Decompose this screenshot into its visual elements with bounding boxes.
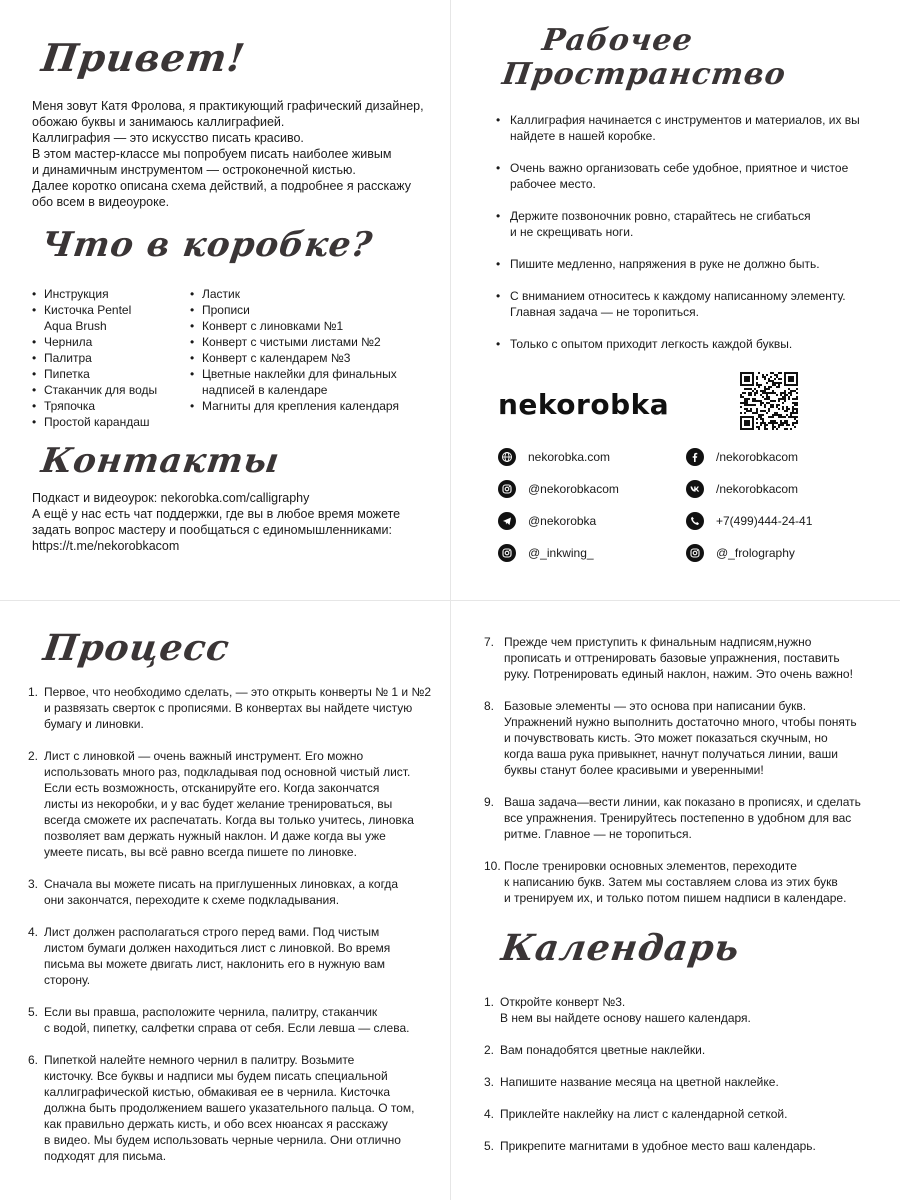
- hello-line: и динамичным инструментом — остроконечной кистью.: [32, 163, 356, 177]
- box-item: • Кисточка Pentel Aqua Brush: [32, 302, 190, 334]
- process-title: Процесс: [40, 627, 233, 669]
- box-item: • Прописи: [190, 302, 420, 318]
- process-steps-left: [28, 684, 438, 1164]
- qr-code: [740, 372, 798, 430]
- box-item: • Конверт с календарем №3: [190, 350, 420, 366]
- process-step: [484, 794, 884, 842]
- social-link-text: nekorobka.com: [528, 450, 611, 464]
- step-number: 3.: [28, 877, 39, 891]
- workspace-list: [494, 112, 884, 368]
- hello-line: В этом мастер-классе мы попробуем писать наиболее живым: [32, 147, 392, 161]
- process-step: [28, 1004, 438, 1036]
- contacts-title: Контакты: [38, 441, 283, 481]
- step-text: Лист с линовкой — очень важный инструмент. Его можно использовать много раз, подкладывая под основной чистый лист. Если есть возможность, отсканируйте его. Когда закончатся листы из некоробки, и у вас будет желание тренироваться, вы всегда сможете их распечатать. Когда вы только учитесь, линовка позволяет вам держать нужный наклон. И даже когда вы уже умеете писать, вы всё равно всегда пишете по линовке.: [44, 749, 414, 859]
- step-text: Лист должен располагаться строго перед вами. Под чистым листом бумаги должен находиться лист с линовкой. Во время письма вы можете двигать лист, наклонить его в нужную вам сторону.: [44, 925, 391, 987]
- social-link[interactable]: [686, 448, 798, 466]
- step-number: 5.: [28, 1005, 39, 1019]
- horizontal-divider: [0, 600, 900, 601]
- step-number: 4.: [484, 1107, 495, 1121]
- box-title: Что в коробке?: [38, 225, 376, 265]
- panel-process: [28, 622, 438, 1180]
- hello-line: Каллиграфия — это искусство писать красиво.: [32, 131, 304, 145]
- box-item: • Стаканчик для воды: [32, 382, 190, 398]
- social-link[interactable]: [498, 512, 596, 530]
- contacts-line: А ещё у нас есть чат поддержки, где вы в любое время можете: [32, 507, 401, 521]
- step-text: Пипеткой налейте немного чернил в палитру. Возьмите кисточку. Все буквы и надписи мы будем писать специальной каллиграфической кистью, обмакивая ее в чернила. Кисточка должна быть продолжением вашего указательного пальца. О том, как правильно держать кисть, и обо всех нюансах я расскажу в видео. Мы будем использовать черные чернила. Они отлично подходят для письма.: [44, 1053, 415, 1163]
- contacts-text: [32, 490, 432, 554]
- box-item: • Конверт с чистыми листами №2: [190, 334, 420, 350]
- hello-text: [32, 98, 432, 210]
- contacts-line: задать вопрос мастеру и пообщаться с единомышленниками:: [32, 523, 392, 537]
- workspace-item: • Пишите медленно, напряжения в руке не должно быть.: [494, 256, 884, 272]
- panel-workspace: [450, 0, 900, 600]
- step-number: 7.: [484, 635, 495, 649]
- step-text: Базовые элементы — это основа при написании букв. Упражнений нужно выполнить достаточно много, чтобы понять и почувствовать кисть. Это может показаться скучным, но когда ваша рука привыкнет, начнут получаться линии, ваши буквы станут более красивыми и уверенными!: [504, 699, 857, 777]
- hello-line: Меня зовут Катя Фролова, я практикующий графический дизайнер,: [32, 99, 424, 113]
- step-number: 4.: [28, 925, 39, 939]
- step-number: 5.: [484, 1139, 495, 1153]
- step-text: Если вы правша, расположите чернила, палитру, стаканчик с водой, пипетку, салфетки справа от себя. Если левша — слева.: [44, 1005, 410, 1035]
- facebook-icon: [686, 448, 704, 466]
- process-step: [484, 698, 884, 778]
- step-text: Первое, что необходимо сделать, — это открыть конверты № 1 и №2 и развязать сверток с прописями. В конвертах вы найдете чистую бумагу и линовки.: [44, 685, 432, 731]
- box-lists: [32, 286, 432, 430]
- step-text: Напишите название месяца на цветной наклейке.: [500, 1075, 779, 1089]
- box-list-left: [32, 286, 190, 430]
- calendar-step: [484, 994, 884, 1026]
- panel-process-cont: [484, 634, 884, 1170]
- step-text: Прикрепите магнитами в удобное место ваш календарь.: [500, 1139, 816, 1153]
- step-number: 1.: [28, 685, 39, 699]
- step-number: 8.: [484, 699, 495, 713]
- nekorobka-logo: nekorobka: [498, 388, 670, 421]
- process-step: [28, 1052, 438, 1164]
- social-link-text: @_frolography: [716, 546, 795, 560]
- instagram-icon: [686, 544, 704, 562]
- box-list-right: [190, 286, 420, 430]
- workspace-title-line1: Рабочее: [540, 23, 696, 58]
- social-link-text: @_inkwing_: [528, 546, 594, 560]
- contacts-line: Подкаст и видеоурок: nekorobka.com/calligraphy: [32, 491, 310, 505]
- box-item: • Простой карандаш: [32, 414, 190, 430]
- process-step: [28, 748, 438, 860]
- social-link-text: @nekorobkacom: [528, 482, 619, 496]
- workspace-item: • Только с опытом приходит легкость каждой буквы.: [494, 336, 884, 352]
- calendar-step: [484, 1074, 884, 1090]
- telegram-icon: [498, 512, 516, 530]
- step-number: 3.: [484, 1075, 495, 1089]
- step-number: 2.: [484, 1043, 495, 1057]
- panel-intro: [32, 30, 432, 554]
- box-item: • Конверт с линовками №1: [190, 318, 420, 334]
- calendar-step: [484, 1042, 884, 1058]
- contacts-line: https://t.me/nekorobkacom: [32, 539, 180, 553]
- hello-line: Далее коротко описана схема действий, а подробнее я расскажу: [32, 179, 411, 193]
- social-link[interactable]: [686, 480, 798, 498]
- process-step: [28, 876, 438, 908]
- social-link[interactable]: [498, 448, 610, 466]
- workspace-item: • Каллиграфия начинается с инструментов и материалов, их вы найдете в нашей коробке.: [494, 112, 884, 144]
- social-link-text: /nekorobkacom: [716, 450, 799, 464]
- instagram-icon: [498, 480, 516, 498]
- social-link[interactable]: [498, 480, 619, 498]
- calendar-steps: [484, 994, 884, 1154]
- step-number: 9.: [484, 795, 495, 809]
- step-text: Откройте конверт №3. В нем вы найдете основу нашего календаря.: [500, 995, 751, 1025]
- calendar-title: Календарь: [498, 927, 743, 969]
- step-text: Приклейте наклейку на лист с календарной сеткой.: [500, 1107, 788, 1121]
- step-number: 2.: [28, 749, 39, 763]
- step-text: После тренировки основных элементов, переходите к написанию букв. Затем мы составляем слова из этих букв и тренируем их, и только потом пишем надписи в календаре.: [504, 859, 847, 905]
- box-item: • Пипетка: [32, 366, 190, 382]
- calendar-step: [484, 1106, 884, 1122]
- workspace-item: • С вниманием относитесь к каждому написанному элементу. Главная задача — не торопиться.: [494, 288, 884, 320]
- box-item: • Инструкция: [32, 286, 190, 302]
- box-item: • Тряпочка: [32, 398, 190, 414]
- step-number: 1.: [484, 995, 495, 1009]
- step-text: Ваша задача—вести линии, как показано в прописях, и сделать все упражнения. Тренируйтесь постепенно в удобном для вас ритме. Главное — не торопиться.: [504, 795, 861, 841]
- instagram-icon: [498, 544, 516, 562]
- process-step: [28, 924, 438, 988]
- process-steps-right: [484, 634, 884, 906]
- social-link[interactable]: [686, 512, 812, 530]
- step-text: Прежде чем приступить к финальным надписям,нужно прописать и оттренировать базовые упражнения, поставить руку. Потренировать единый наклон, нажим. Это очень важно!: [504, 635, 853, 681]
- step-text: Сначала вы можете писать на приглушенных линовках, а когда они закончатся, переходите к схеме подкладывания.: [44, 877, 399, 907]
- social-link-text: @nekorobka: [528, 514, 597, 528]
- process-step: [484, 634, 884, 682]
- box-item: • Палитра: [32, 350, 190, 366]
- hello-title: Привет!: [38, 35, 249, 80]
- step-number: 6.: [28, 1053, 39, 1067]
- workspace-item: • Держите позвоночник ровно, старайтесь не сгибаться и не скрещивать ноги.: [494, 208, 884, 240]
- vk-icon: [686, 480, 704, 498]
- globe-icon: [498, 448, 516, 466]
- step-number: 10.: [484, 859, 501, 873]
- box-item: • Чернила: [32, 334, 190, 350]
- social-link-text: /nekorobkacom: [716, 482, 799, 496]
- social-link-text: +7(499)444-24-41: [716, 514, 813, 528]
- hello-line: обожаю буквы и занимаюсь каллиграфией.: [32, 115, 285, 129]
- workspace-title: [500, 23, 789, 92]
- workspace-title-line2: Пространство: [500, 57, 789, 92]
- step-text: Вам понадобятся цветные наклейки.: [500, 1043, 706, 1057]
- hello-line: обо всем в видеоуроке.: [32, 195, 170, 209]
- social-link[interactable]: [498, 544, 594, 562]
- calendar-step: [484, 1138, 884, 1154]
- process-step: [484, 858, 884, 906]
- box-item: • Магниты для крепления календаря: [190, 398, 420, 414]
- box-item: • Ластик: [190, 286, 420, 302]
- process-step: [28, 684, 438, 732]
- workspace-item: • Очень важно организовать себе удобное, приятное и чистое рабочее место.: [494, 160, 884, 192]
- phone-icon: [686, 512, 704, 530]
- box-item: • Цветные наклейки для финальных надписей в календаре: [190, 366, 420, 398]
- social-link[interactable]: [686, 544, 795, 562]
